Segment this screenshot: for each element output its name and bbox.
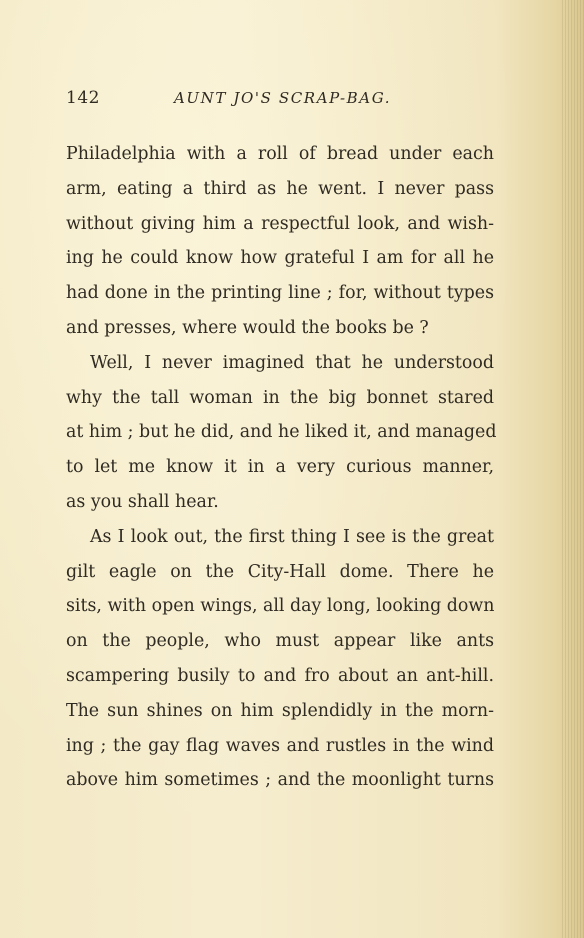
body-text (66, 137, 497, 798)
text-line: on the people, who must appear like ants (66, 631, 494, 652)
text-line: and presses, where would the books be ? (66, 317, 429, 338)
text-line: As I look out, the first thing I see is the great (90, 526, 494, 547)
text-line: at him ; but he did, and he liked it, and managed (66, 422, 497, 443)
text-line: gilt eagle on the City-Hall dome. There he (66, 561, 494, 582)
text-line: scampering busily to and fro about an ant-hill. (66, 665, 494, 686)
page-header (66, 88, 496, 114)
page-edge (562, 0, 584, 938)
text-line: arm, eating a third as he went. I never pass (66, 178, 494, 199)
text-line: ing ; the gay flag waves and rustles in the wind (66, 735, 494, 756)
text-line: above him sometimes ; and the moonlight turns (66, 770, 494, 791)
text-line: to let me know it in a very curious manner, (66, 457, 494, 478)
running-head: AUNT JO'S SCRAP-BAG. (174, 89, 392, 107)
text-line: as you shall hear. (66, 491, 219, 512)
page-number: 142 (66, 88, 100, 108)
text-line: The sun shines on him splendidly in the morn- (66, 700, 494, 721)
text-line: Philadelphia with a roll of bread under each (66, 144, 494, 164)
text-line: ing he could know how grateful I am for all he (66, 248, 494, 269)
text-line: had done in the printing line ; for, without types (66, 283, 494, 304)
text-line: without giving him a respectful look, and wish- (66, 213, 494, 234)
text-line: Well, I never imagined that he understood (90, 352, 494, 373)
text-line: sits, with open wings, all day long, looking down (66, 596, 495, 617)
text-line: why the tall woman in the big bonnet stared (66, 387, 494, 408)
